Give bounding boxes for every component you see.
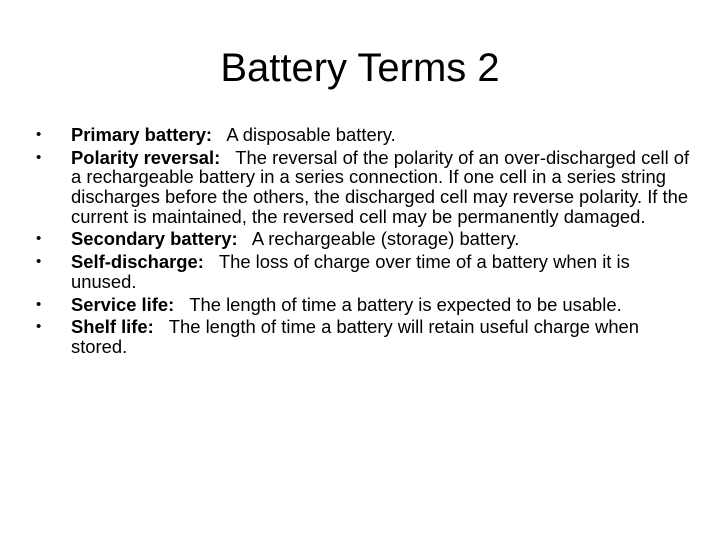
definition: A rechargeable (storage) battery. [251, 228, 520, 250]
list-item [36, 295, 692, 315]
list-item [36, 317, 692, 356]
term: Service life: [71, 293, 185, 315]
definition: A disposable battery. [226, 124, 396, 145]
slide-title: Battery Terms 2 [220, 46, 500, 90]
list-item [36, 252, 692, 291]
bullet-dot-icon: • [36, 253, 42, 271]
list-item [36, 125, 692, 145]
term: Self-discharge: [71, 251, 215, 273]
definition: The length of time a battery is expected to be usable. [189, 293, 622, 315]
list-item [36, 229, 692, 249]
bullet-dot-icon: • [36, 318, 42, 336]
bullet-dot-icon: • [36, 126, 42, 143]
bullet-list [36, 125, 692, 360]
term: Secondary battery: [71, 228, 248, 250]
bullet-dot-icon: • [36, 148, 42, 166]
definition: The reversal of the polarity of an over-discharged cell of a rechargeable battery in a series connection. If one cell in a series string discharges before the others, the discharged cell may reverse polarity. If the current is maintained, the reversed cell may be permanently damaged. [71, 146, 690, 227]
term: Shelf life: [71, 316, 164, 338]
definition: The length of time a battery will retain useful charge when stored. [71, 316, 640, 357]
list-item [36, 148, 692, 226]
bullet-dot-icon: • [36, 295, 42, 313]
term: Polarity reversal: [71, 146, 231, 168]
term: Primary battery: [71, 124, 223, 145]
definition: The loss of charge over time of a battery when it is unused. [71, 251, 630, 292]
bullet-dot-icon: • [36, 230, 42, 248]
